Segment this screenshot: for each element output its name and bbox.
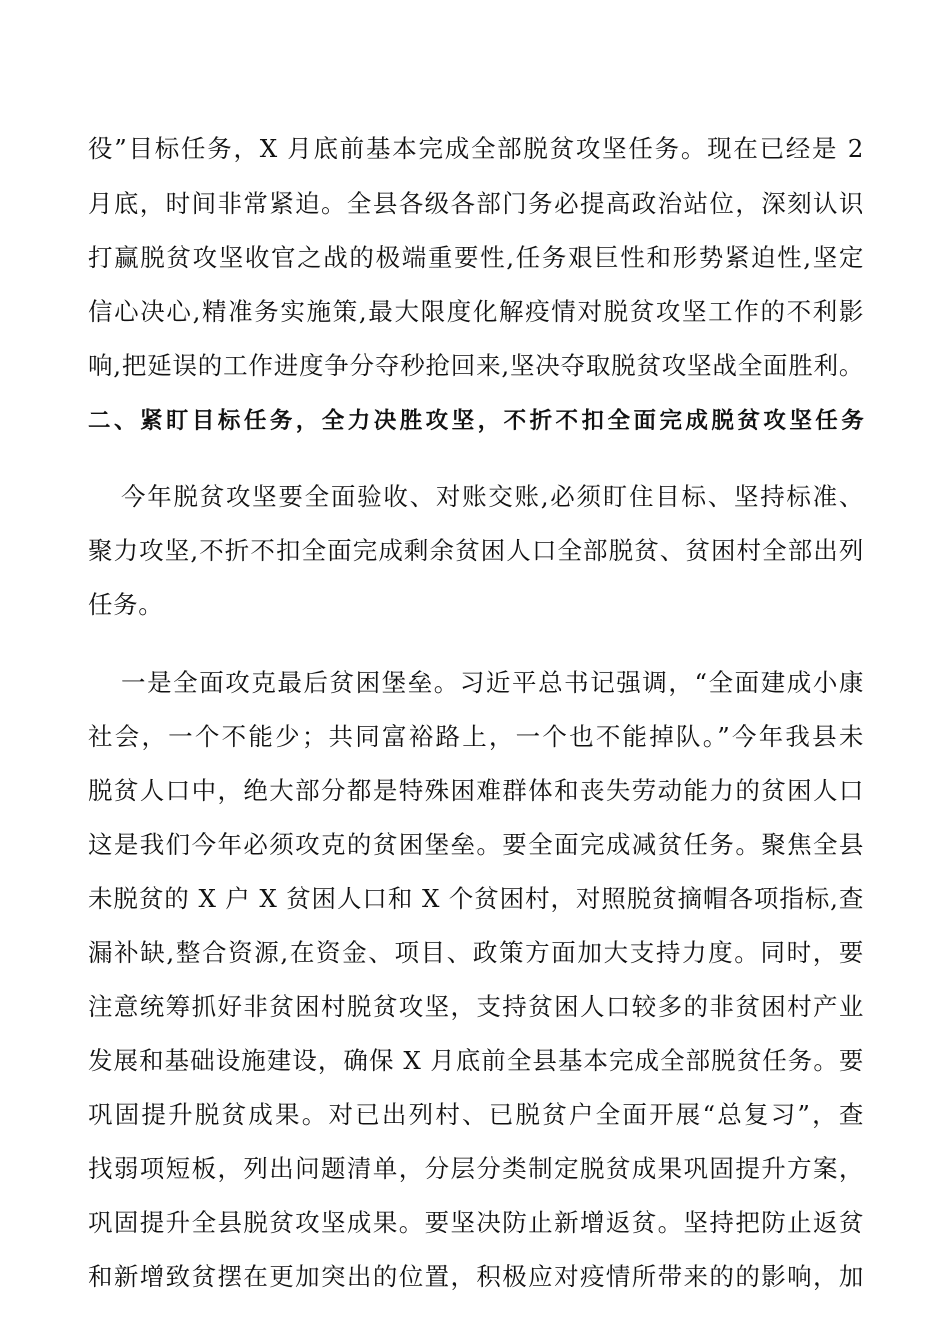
paragraph-3-line-9: 巩固提升脱贫成果。对已出列村、已脱贫户全面开展“总复习”，查 — [88, 1100, 864, 1129]
paragraph-3-line-8: 发展和基础设施建设，确保 X 月底前全县基本完成全部脱贫任务。要 — [88, 1046, 864, 1075]
paragraph-1-line-5: 响,把延误的工作进度争分夺秒抢回来,坚决夺取脱贫攻坚战全面胜利。 — [88, 351, 864, 380]
paragraph-1-line-1: 役”目标任务，X 月底前基本完成全部脱贫攻坚任务。现在已经是 2 — [88, 134, 864, 163]
paragraph-3-line-10: 找弱项短板，列出问题清单，分层分类制定脱贫成果巩固提升方案， — [88, 1154, 864, 1183]
paragraph-2-line-2: 聚力攻坚,不折不扣全面完成剩余贫困人口全部脱贫、贫困村全部出列 — [88, 536, 864, 565]
paragraph-3-line-1: 一是全面攻克最后贫困堡垒。习近平总书记强调，“全面建成小康 — [121, 668, 864, 697]
paragraph-1-line-3: 打赢脱贫攻坚收官之战的极端重要性,任务艰巨性和形势紧迫性,坚定 — [88, 243, 864, 272]
paragraph-2-line-3: 任务。 — [88, 590, 164, 619]
paragraph-3-line-2: 社会，一个不能少；共同富裕路上，一个也不能掉队。”今年我县未 — [88, 722, 864, 751]
paragraph-1-line-4: 信心决心,精准务实施策,最大限度化解疫情对脱贫攻坚工作的不利影 — [88, 297, 864, 326]
paragraph-3-line-3: 脱贫人口中，绝大部分都是特殊困难群体和丧失劳动能力的贫困人口 — [88, 776, 864, 805]
paragraph-3-line-4: 这是我们今年必须攻克的贫困堡垒。要全面完成减贫任务。聚焦全县 — [88, 830, 864, 859]
paragraph-3-line-6: 漏补缺,整合资源,在资金、项目、政策方面加大支持力度。同时，要 — [88, 938, 864, 967]
paragraph-3-line-12: 和新增致贫摆在更加突出的位置，积极应对疫情所带来的的影响，加 — [88, 1262, 864, 1291]
section-heading: 二、紧盯目标任务，全力决胜攻坚，不折不扣全面完成脱贫攻坚任务 — [88, 408, 864, 434]
paragraph-3-line-11: 巩固提升全县脱贫攻坚成果。要坚决防止新增返贫。坚持把防止返贫 — [88, 1208, 864, 1237]
paragraph-3-line-5: 未脱贫的 X 户 X 贫困人口和 X 个贫困村，对照脱贫摘帽各项指标,查 — [88, 884, 864, 913]
paragraph-1-line-2: 月底，时间非常紧迫。全县各级各部门务必提高政治站位，深刻认识 — [88, 189, 864, 218]
paragraph-3-line-7: 注意统筹抓好非贫困村脱贫攻坚，支持贫困人口较多的非贫困村产业 — [88, 992, 864, 1021]
paragraph-2-line-1: 今年脱贫攻坚要全面验收、对账交账,必须盯住目标、坚持标准、 — [121, 482, 864, 511]
